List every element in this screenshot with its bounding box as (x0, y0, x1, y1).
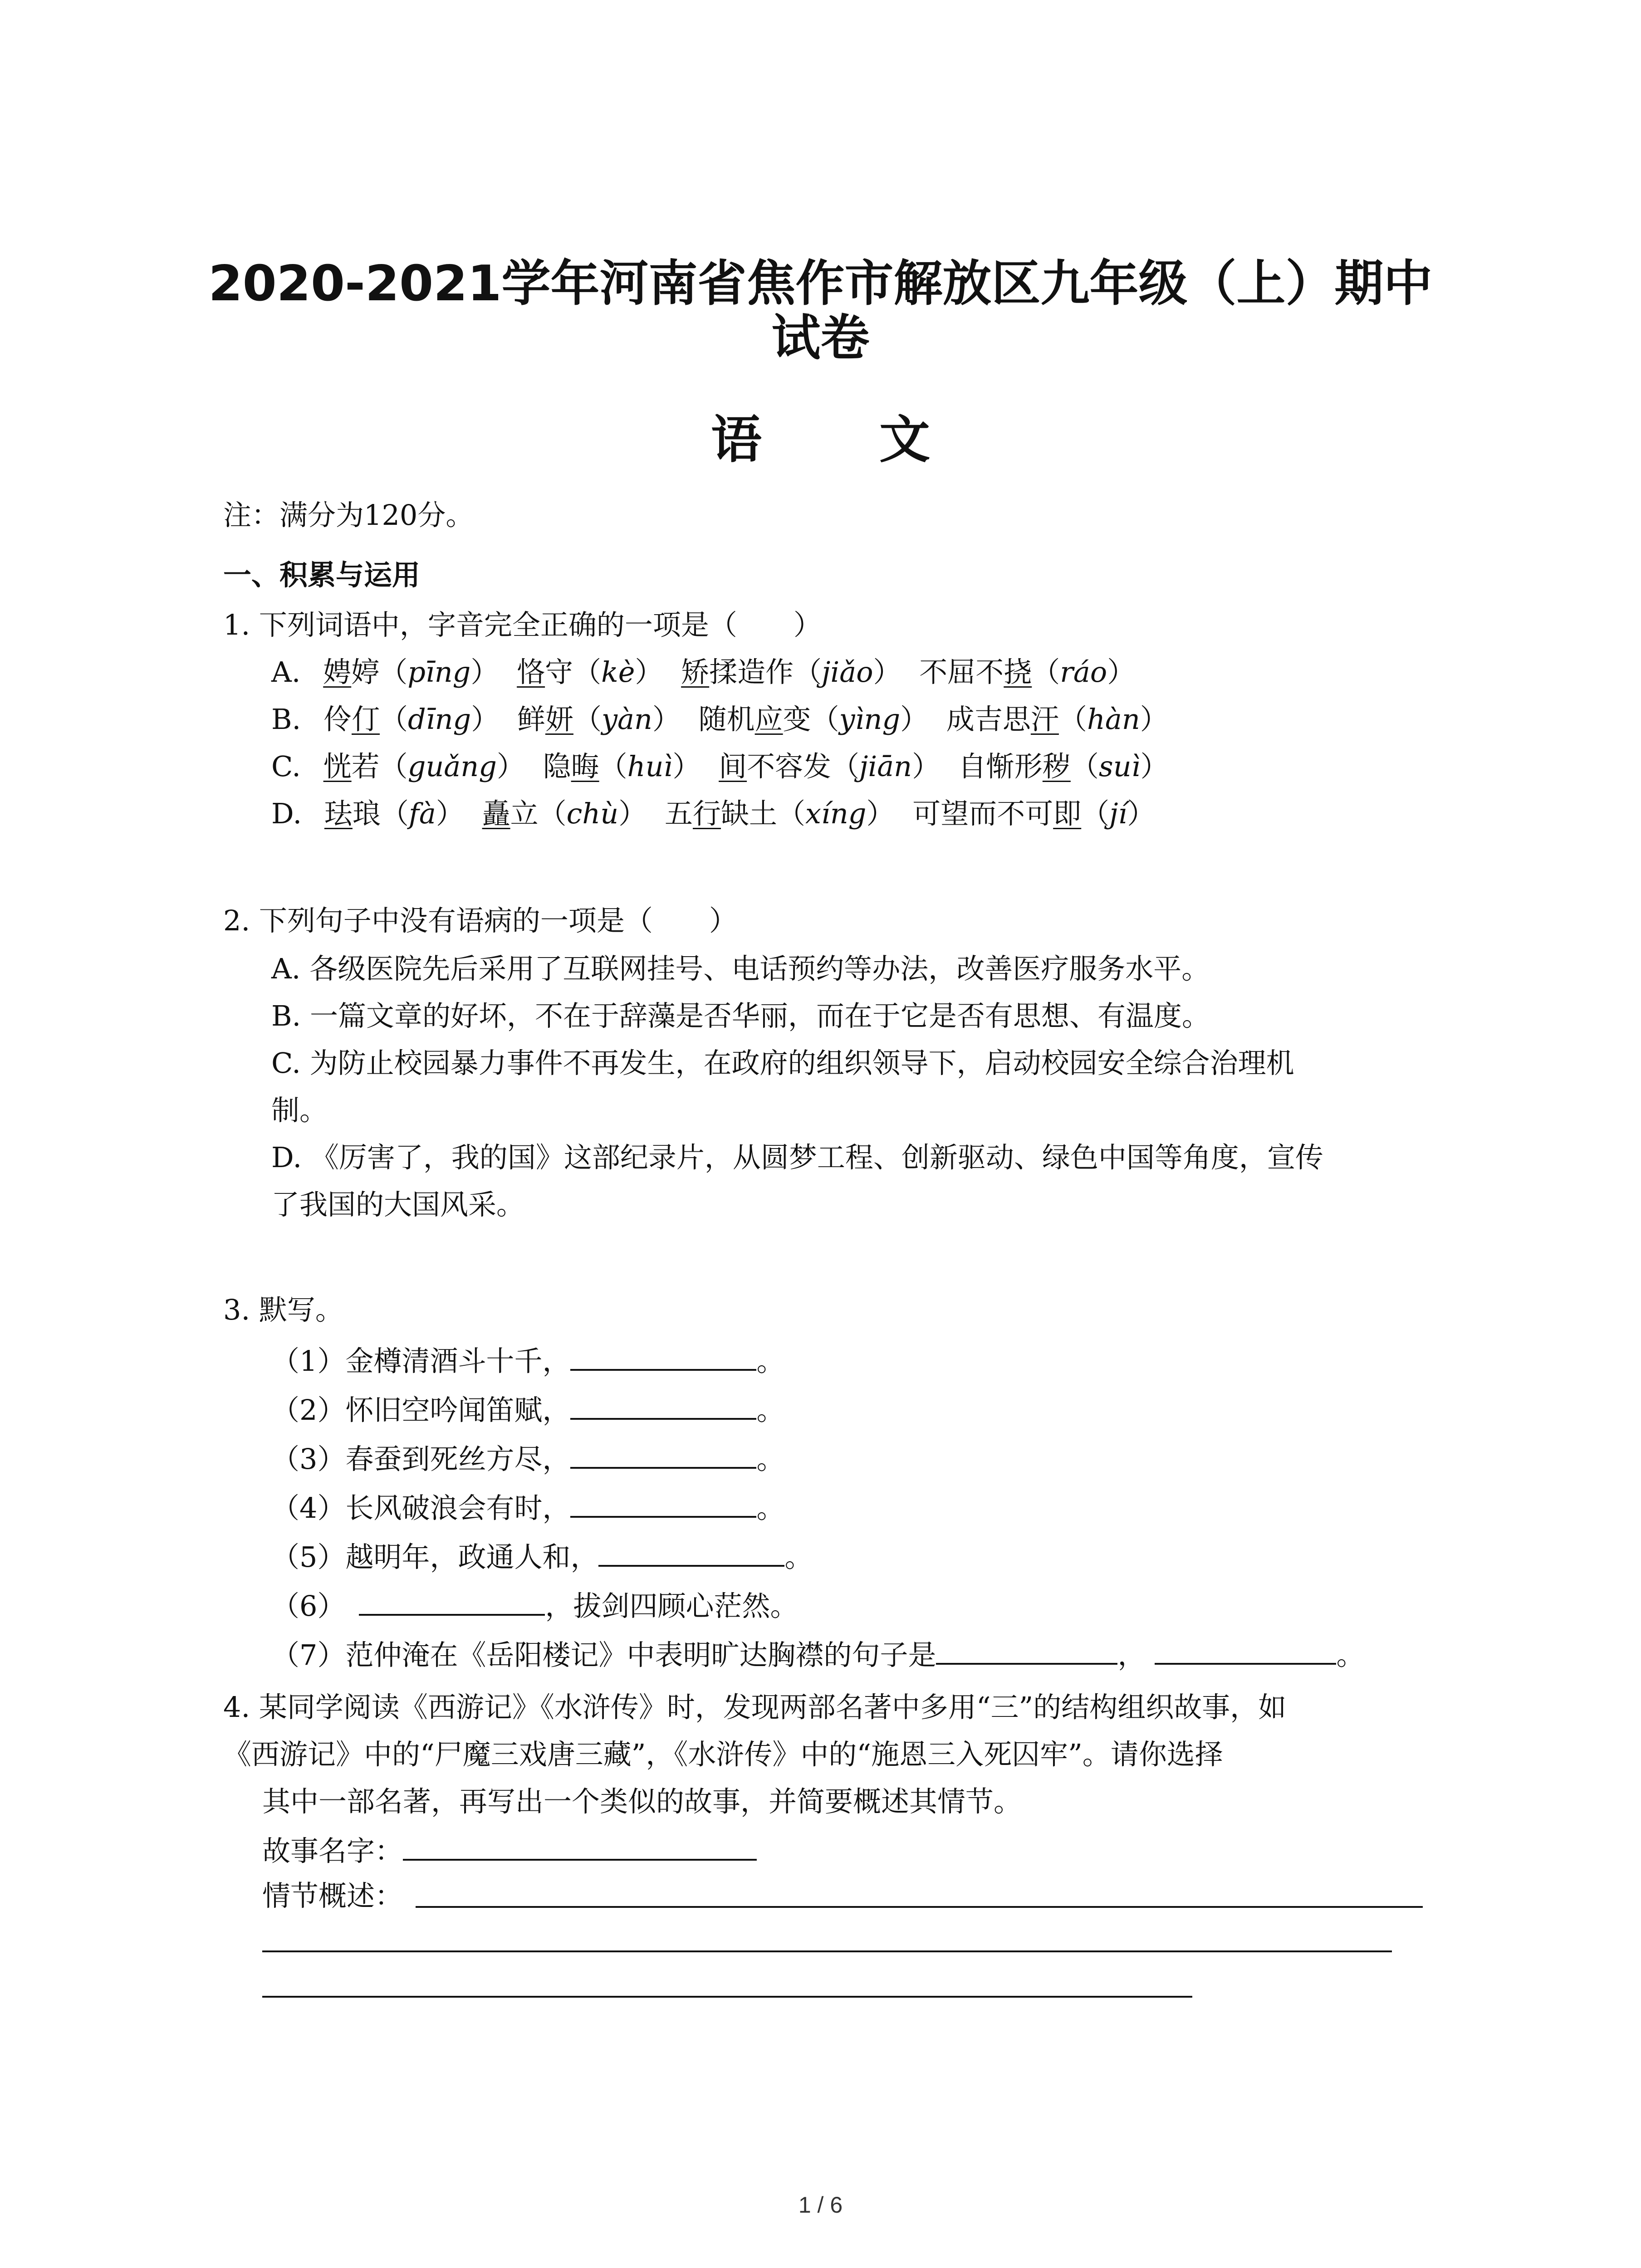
underlined-char: 汗 (1030, 703, 1059, 736)
option-text: ） (912, 750, 941, 783)
option-text: ） (1127, 797, 1156, 830)
story-name-row (262, 1831, 757, 1869)
q3-item-1 (271, 1341, 784, 1379)
item-text: 。 (756, 1393, 785, 1427)
plot-answer-line-3[interactable] (262, 1996, 1192, 1998)
q3-item-6 (271, 1586, 798, 1624)
plot-summary-row (262, 1878, 403, 1914)
item-text: 金樽清酒斗十千， (345, 1344, 571, 1378)
underlined-char: 珐 (324, 797, 353, 830)
option-letter: D. (271, 797, 302, 830)
underlined-char: 即 (1053, 797, 1082, 830)
option-text: （ (1058, 703, 1087, 736)
option-text: 变（ (783, 703, 839, 736)
option-text: 伶 (323, 703, 352, 736)
option-text: （ (380, 703, 408, 736)
section-heading: 一、积累与运用 (223, 558, 421, 591)
option-text: ） (1140, 750, 1169, 783)
q3-item-3 (271, 1439, 784, 1477)
q4-stem-line3: 其中一部名著，再写出一个类似的故事，并简要概述其情节。 (262, 1785, 1022, 1818)
answer-blank[interactable] (936, 1635, 1117, 1665)
story-name-label: 故事名字： (262, 1834, 403, 1867)
plot-answer-line-1[interactable] (416, 1906, 1423, 1908)
underlined-char: 挠 (1004, 655, 1032, 689)
q1-option-c[interactable] (271, 748, 1168, 785)
answer-blank[interactable] (359, 1586, 545, 1616)
pinyin: suì (1098, 750, 1141, 783)
exam-title-line1: 2020-2021学年河南省焦作市解放区九年级（上）期中 (208, 255, 1433, 312)
q3-item-5 (271, 1537, 813, 1575)
pinyin: kè (601, 655, 635, 689)
underlined-char: 妍 (545, 703, 573, 736)
option-text: 自惭形 (958, 750, 1043, 783)
option-text: ） (496, 750, 525, 783)
q2-option-a[interactable]: A. 各级医院先后采用了互联网挂号、电话预约等办法，改善医疗服务水平。 (271, 952, 1210, 985)
option-text: 五 (664, 797, 693, 830)
q3-item-2 (271, 1390, 784, 1428)
underlined-char: 晦 (571, 750, 599, 783)
q2-option-b[interactable]: B. 一篇文章的好坏，不在于辞藻是否华丽，而在于它是否有思想、有温度。 (271, 999, 1210, 1032)
option-text: 成吉思 (946, 703, 1031, 736)
option-text: ） (866, 797, 895, 830)
option-text: 隐 (543, 750, 571, 783)
pinyin: hàn (1087, 703, 1140, 736)
item-text: ，拔剑四顾心茫然。 (545, 1589, 798, 1623)
item-number: （4） (271, 1491, 346, 1525)
option-text: ） (618, 797, 647, 830)
option-text: 婷（ (351, 655, 408, 689)
page-number: 1 / 6 (798, 2192, 843, 2218)
item-number: （2） (271, 1393, 346, 1427)
underlined-char: 应 (754, 703, 783, 736)
q4-stem-line2: 《西游记》中的“尸魔三戏唐三藏”，《水浒传》中的“施恩三入死囚牢”。请你选择 (223, 1738, 1223, 1771)
pinyin: fà (408, 797, 436, 830)
option-text: 鲜 (517, 703, 545, 736)
option-text: ） (873, 655, 901, 689)
underlined-char: 矫 (681, 655, 710, 689)
item-text: 。 (756, 1442, 785, 1476)
item-text: 怀旧空吟闻笛赋， (345, 1393, 571, 1427)
option-text: （ (1081, 797, 1110, 830)
option-text: ） (652, 703, 681, 736)
item-number: （6） (271, 1589, 346, 1623)
item-text: 。 (756, 1491, 785, 1525)
item-number: （1） (271, 1344, 346, 1378)
option-text: ） (672, 750, 701, 783)
q1-option-d[interactable] (271, 796, 1155, 832)
pinyin: yàn (601, 703, 652, 736)
option-text: （ (1032, 655, 1060, 689)
option-text: 若（ (351, 750, 408, 783)
underlined-char: 秽 (1042, 750, 1071, 783)
underlined-char: 仃 (352, 703, 380, 736)
option-text: 守（ (545, 655, 602, 689)
option-text: ） (470, 655, 499, 689)
option-text: ） (1140, 703, 1168, 736)
item-text: 越明年，政通人和， (345, 1540, 599, 1574)
pinyin: xíng (805, 797, 867, 830)
q3-stem: 3. 默写。 (223, 1293, 343, 1326)
option-letter: C. (271, 750, 301, 783)
answer-blank[interactable] (598, 1537, 784, 1567)
option-letter: A. (271, 655, 301, 689)
item-text: 范仲淹在《岳阳楼记》中表明旷达胸襟的句子是 (345, 1638, 936, 1672)
underlined-char: 恍 (323, 750, 352, 783)
item-number: （7） (271, 1638, 346, 1672)
item-text: 春蚕到死丝方尽， (345, 1442, 571, 1476)
answer-blank[interactable] (570, 1341, 756, 1371)
q2-stem: 2. 下列句子中没有语病的一项是（ ） (223, 904, 737, 937)
underlined-char: 间 (719, 750, 747, 783)
q2-option-c[interactable]: C. 为防止校园暴力事件不再发生，在政府的组织领导下，启动校园安全综合治理机 (271, 1046, 1294, 1080)
option-text: 可望而不可 (912, 797, 1053, 830)
option-text: 不容发（ (747, 750, 860, 783)
option-text: （ (573, 703, 602, 736)
item-text: 。 (784, 1540, 813, 1574)
pinyin: jí (1109, 797, 1127, 830)
q2-option-d-cont: 了我国的大国风采。 (271, 1188, 525, 1221)
underlined-char: 恪 (517, 655, 545, 689)
option-text: 揉造作（ (709, 655, 822, 689)
answer-blank[interactable] (570, 1390, 756, 1420)
option-text: 随机 (698, 703, 755, 736)
underlined-char: 行 (693, 797, 721, 830)
story-name-blank[interactable] (403, 1831, 757, 1861)
pinyin: pīng (407, 655, 471, 689)
pinyin: huì (627, 750, 673, 783)
pinyin: yìng (839, 703, 901, 736)
underlined-char: 娉 (323, 655, 352, 689)
underlined-char: 矗 (482, 797, 510, 830)
q4-stem-line1: 4. 某同学阅读《西游记》《水浒传》时，发现两部名著中多用“三”的结构组织故事，如 (223, 1691, 1287, 1724)
option-text: （ (1070, 750, 1099, 783)
q1-option-b[interactable] (271, 701, 1168, 738)
q2-option-c-cont: 制。 (271, 1094, 328, 1127)
option-letter: B. (271, 703, 301, 736)
item-number: （5） (271, 1540, 346, 1574)
pinyin: jiǎo (822, 655, 873, 689)
plot-summary-label: 情节概述： (262, 1879, 403, 1912)
option-text: ） (900, 703, 929, 736)
exam-title-line2: 试卷 (771, 310, 870, 367)
item-text: 。 (756, 1344, 785, 1378)
q3-item-4 (271, 1488, 784, 1526)
option-text: ） (436, 797, 464, 830)
option-text: （ (599, 750, 627, 783)
plot-answer-line-2[interactable] (262, 1950, 1392, 1952)
pinyin: chù (566, 797, 619, 830)
subject-title: 语 文 (711, 411, 980, 469)
option-text: 不屈不 (919, 655, 1004, 689)
option-text: ） (635, 655, 663, 689)
q2-option-d[interactable]: D. 《厉害了，我的国》这部纪录片，从圆梦工程、创新驱动、绿色中国等角度，宣传 (271, 1141, 1323, 1174)
pinyin: ráo (1060, 655, 1107, 689)
pinyin: jiān (859, 750, 912, 783)
q3-item-7 (271, 1635, 1365, 1673)
answer-blank[interactable] (570, 1488, 756, 1518)
option-text: 琅（ (352, 797, 409, 830)
item-text: 。 (1336, 1638, 1365, 1672)
option-text: 立（ (510, 797, 567, 830)
q1-option-a[interactable] (271, 654, 1135, 690)
pinyin: dīng (408, 703, 471, 736)
option-text: ） (471, 703, 500, 736)
option-text: ） (1107, 655, 1136, 689)
pinyin: guǎng (407, 750, 497, 783)
item-text: 长风破浪会有时， (345, 1491, 571, 1525)
answer-blank[interactable] (1155, 1635, 1336, 1665)
answer-blank[interactable] (570, 1439, 756, 1469)
option-text: 缺土（ (721, 797, 806, 830)
item-text: ， (1117, 1638, 1146, 1672)
item-number: （3） (271, 1442, 346, 1476)
score-note: 注：满分为120分。 (223, 499, 474, 532)
q1-stem: 1. 下列词语中，字音完全正确的一项是（ ） (223, 608, 822, 641)
